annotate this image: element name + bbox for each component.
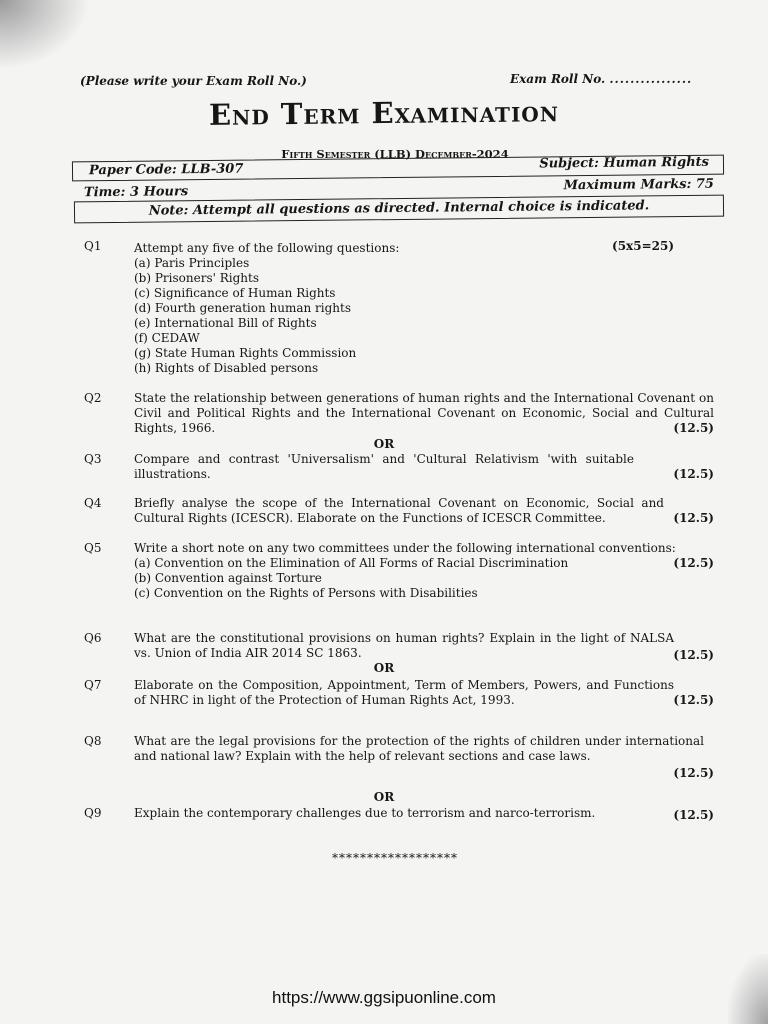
question-marks: (5x5=25) bbox=[612, 239, 674, 253]
source-url: https://www.ggsipuonline.com bbox=[272, 988, 496, 1007]
option-a: (a) Paris Principles bbox=[134, 256, 250, 270]
instructions-note: Note: Attempt all questions as directed. Internal choice is indicated. bbox=[148, 198, 650, 219]
or-divider: OR bbox=[373, 661, 395, 675]
question-number: Q5 bbox=[84, 541, 102, 555]
exam-roll-dots: ................ bbox=[609, 72, 693, 86]
question-text: What are the constitutional provisions on human rights? Explain in the light of NALSA vs. Union of India AIR 2014 SC 1863. bbox=[134, 631, 674, 660]
exam-roll-label: Exam Roll No. bbox=[510, 72, 606, 86]
question-body bbox=[134, 541, 714, 601]
question-text: Elaborate on the Composition, Appointment, Term of Members, Powers, and Functions of NHRC in light of the Protection of Human Rights Act, 1993. bbox=[134, 678, 674, 707]
question-number: Q8 bbox=[84, 734, 102, 748]
option-h: (h) Rights of Disabled persons bbox=[134, 361, 319, 375]
option-d: (d) Fourth generation human rights bbox=[134, 301, 352, 315]
question-number: Q1 bbox=[84, 239, 102, 253]
question-number: Q3 bbox=[84, 452, 102, 466]
scan-shadow-top-left bbox=[0, 0, 90, 70]
roll-number-note: (Please write your Exam Roll No.) bbox=[80, 74, 307, 88]
question-marks: (12.5) bbox=[673, 808, 714, 822]
question-marks: (12.5) bbox=[673, 693, 714, 707]
question-marks: (12.5) bbox=[673, 421, 714, 435]
question-text: Explain the contemporary challenges due to terrorism and narco-terrorism. bbox=[134, 806, 596, 820]
option-e: (e) International Bill of Rights bbox=[134, 316, 317, 330]
option-c: (c) Significance of Human Rights bbox=[134, 286, 336, 300]
question-3 bbox=[84, 452, 714, 484]
question-text: What are the legal provisions for the protection of the rights of children under international and national law? Explain with the help of relevant sections and case laws. bbox=[134, 734, 704, 763]
question-number: Q6 bbox=[84, 631, 102, 645]
question-marks: (12.5) bbox=[673, 467, 714, 481]
question-intro: Attempt any five of the following questions: bbox=[134, 241, 400, 255]
question-number: Q9 bbox=[84, 806, 102, 820]
exam-title: End Term Examination bbox=[208, 94, 560, 132]
option-g: (g) State Human Rights Commission bbox=[134, 346, 357, 360]
question-text: Briefly analyse the scope of the International Covenant on Economic, Social and Cultural Rights (ICESCR). Elaborate on the Functions of ICESCR Committee. bbox=[134, 496, 664, 525]
time-allowed: Time: 3 Hours bbox=[83, 184, 189, 201]
paper-code: Paper Code: LLB-307 bbox=[88, 161, 244, 179]
question-1 bbox=[84, 239, 714, 379]
question-marks: (12.5) bbox=[673, 766, 714, 780]
option-b: (b) Convention against Torture bbox=[134, 571, 322, 585]
semester-line: Fifth Semester (LLB) December-2024 bbox=[281, 147, 509, 161]
maximum-marks: Maximum Marks: 75 bbox=[563, 176, 715, 194]
question-marks: (12.5) bbox=[673, 556, 714, 570]
option-f: (f) CEDAW bbox=[134, 331, 200, 345]
subject: Subject: Human Rights bbox=[539, 154, 710, 172]
or-divider: OR bbox=[373, 437, 395, 451]
or-divider: OR bbox=[373, 790, 395, 804]
question-5 bbox=[84, 541, 714, 621]
option-b: (b) Prisoners' Rights bbox=[134, 271, 259, 285]
question-marks: (12.5) bbox=[673, 511, 714, 525]
question-number: Q7 bbox=[84, 678, 102, 692]
question-text: State the relationship between generations of human rights and the International Covenant on Civil and Political Rights and the International Covenant on Economic, Social and Cultural Rights, 1966. bbox=[134, 391, 714, 435]
question-body bbox=[134, 241, 714, 376]
question-number: Q4 bbox=[84, 496, 102, 510]
question-text: Write a short note on any two committees under the following international conventions: bbox=[134, 541, 676, 555]
question-number: Q2 bbox=[84, 391, 102, 405]
question-7 bbox=[84, 678, 714, 710]
question-4 bbox=[84, 496, 714, 528]
question-8 bbox=[84, 734, 714, 782]
question-marks: (12.5) bbox=[673, 648, 714, 662]
question-9 bbox=[84, 806, 714, 824]
question-text: Compare and contrast 'Universalism' and 'Cultural Relativism 'with suitable illustrations. bbox=[134, 452, 634, 481]
option-a: (a) Convention on the Elimination of All Forms of Racial Discrimination bbox=[134, 556, 569, 570]
exam-roll-field bbox=[510, 72, 692, 86]
question-2 bbox=[84, 391, 714, 437]
end-of-paper-stars: ****************** bbox=[332, 851, 458, 865]
question-6 bbox=[84, 631, 714, 663]
option-c: (c) Convention on the Rights of Persons with Disabilities bbox=[134, 586, 478, 600]
